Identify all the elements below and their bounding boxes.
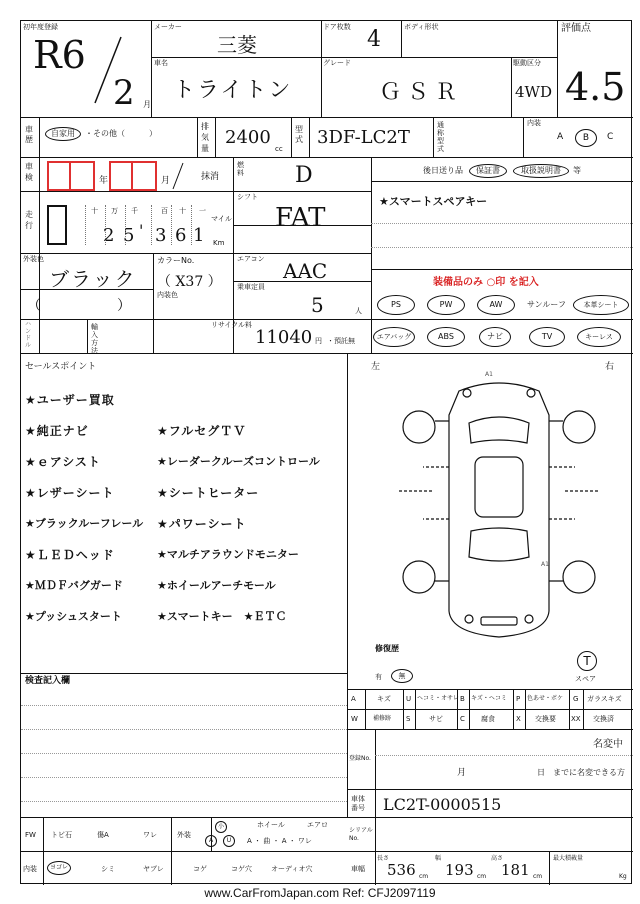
fuel-label: 燃料 — [237, 161, 244, 177]
sales-point: ★レーダークルーズコントロール — [157, 455, 320, 468]
divider — [21, 253, 233, 254]
mileage-digit: 3 — [155, 225, 167, 246]
ext-label: 外装 — [177, 831, 191, 839]
shift-label: シフト — [237, 193, 258, 201]
inspection-month-box — [131, 161, 157, 191]
rule — [21, 777, 347, 778]
divider — [401, 21, 402, 57]
body-label: ボディ形状 — [404, 23, 439, 31]
equipment-heading: 装備品のみ ○印 を記入 — [433, 277, 539, 288]
inspection-month-box — [109, 161, 133, 191]
equip-ps: PS — [377, 295, 415, 315]
interior-color-paren: （ ） — [27, 298, 135, 314]
equip-sunroof: サンルーフ — [527, 300, 566, 309]
maker: 三菱 — [217, 33, 257, 57]
digit-divider — [105, 205, 106, 245]
divider — [171, 817, 172, 885]
diagram-left: 左 — [371, 362, 381, 372]
month-unit: 月 — [143, 100, 151, 109]
deposit: ・預託無 — [327, 337, 355, 345]
rule — [371, 223, 633, 224]
legend-text: キズ — [377, 695, 391, 703]
score-label: 評価点 — [561, 23, 591, 34]
shift: FAT — [275, 203, 326, 233]
legend-text: 交換要 — [535, 715, 556, 723]
divider — [347, 729, 633, 730]
divider — [39, 117, 40, 157]
warranty-book: 保証書 — [469, 164, 507, 178]
name: トライトン — [173, 78, 293, 103]
digit-divider — [85, 205, 86, 245]
model-label: 型式 — [295, 125, 303, 144]
divider — [371, 157, 372, 353]
post-shipping-note: ★スマートスペアキー — [379, 195, 488, 208]
legend-code: S — [406, 715, 411, 723]
divider — [433, 117, 434, 157]
drive-label: 駆動区分 — [513, 59, 541, 67]
color-no: （ X37 ） — [157, 274, 222, 290]
drive: 4WD — [515, 83, 552, 101]
wheel-label: ホイール — [257, 821, 285, 829]
divider — [365, 689, 366, 729]
first-reg-year: R6 — [33, 33, 86, 77]
legend-text: 色あせ・ボケ — [527, 695, 564, 702]
exterior-color: ブラック — [49, 267, 137, 291]
mileage-label: 走行 — [25, 210, 33, 230]
car-diagram — [399, 371, 599, 641]
height: 181 — [501, 861, 530, 879]
displacement-label: 排気量 — [201, 122, 209, 153]
interior-label: 内装 — [527, 119, 541, 127]
sales-point: ★マルチアラウンドモニター — [157, 548, 299, 561]
color-no-label: カラーNo. — [157, 256, 195, 265]
reg-day-note: 日 までに名変できる方 — [537, 768, 625, 777]
mileage-lead-box — [47, 205, 67, 245]
fw-item: 傷A — [97, 831, 109, 839]
repair-label: 修復歴 — [375, 644, 399, 653]
equip-abs: ABS — [427, 327, 465, 347]
wheel-items: A ・ 曲 ・ A ・ ワレ — [247, 837, 312, 845]
digit-divider — [191, 205, 192, 245]
sales-point: ★純正ナビ — [25, 424, 89, 438]
auction-sheet — [20, 20, 632, 884]
inspection-notes-heading: 検査記入欄 — [25, 676, 71, 686]
post-shipping-label: 後日送り品 — [423, 166, 463, 175]
handle-label: ハンドル — [25, 321, 32, 349]
legend-code: C — [460, 715, 465, 723]
equip-tv: TV — [529, 327, 565, 347]
divider — [375, 729, 376, 885]
ext-a: A — [205, 835, 217, 847]
damage-mark-side: A1 — [541, 561, 549, 568]
divider — [557, 21, 558, 117]
capacity: 5 — [311, 293, 324, 317]
legend-text: ヘコミ・オサレ — [417, 695, 459, 702]
first-reg-label: 初年度登録 — [23, 23, 58, 31]
fw-item: ワレ — [143, 831, 157, 839]
doors: 4 — [367, 27, 381, 52]
divider — [291, 117, 292, 157]
divider — [87, 319, 88, 353]
width-label: 幅 — [435, 855, 442, 862]
length-label: 長さ — [377, 855, 390, 862]
interior-a: A — [557, 132, 564, 142]
length: 536 — [387, 861, 416, 879]
slash-mark — [171, 161, 185, 191]
divider — [21, 117, 633, 118]
grade-label: グレード — [323, 59, 351, 67]
inspection-year-box — [69, 161, 95, 191]
sales-heading: セールスポイント — [25, 362, 97, 372]
divider — [233, 253, 371, 254]
cm-unit: cm — [533, 873, 543, 880]
rule — [21, 729, 347, 730]
sales-point: ★フルセグＴＶ — [157, 424, 247, 438]
divider — [153, 253, 154, 353]
sales-point: ★プッシュスタート — [25, 610, 122, 623]
maker-label: メーカー — [154, 23, 182, 31]
legend-code: W — [351, 715, 358, 723]
divider — [21, 289, 153, 290]
history-value: 自家用 — [45, 127, 81, 141]
grade: ＧＳＲ — [379, 80, 464, 105]
rule — [21, 801, 347, 802]
int-item: ヤブレ — [143, 865, 164, 873]
divider — [197, 117, 198, 157]
spare-label: スペア — [575, 675, 596, 683]
legend-text: ガラスキズ — [587, 695, 622, 703]
cc-unit: cc — [275, 145, 283, 153]
max-load-label: 最大積載量 — [553, 855, 584, 862]
spare-tire-mark: T — [577, 651, 597, 671]
height-label: 高さ — [491, 855, 504, 862]
fw-item: トビ石 — [51, 831, 72, 839]
divider — [215, 117, 216, 157]
legend-code: X — [516, 715, 521, 723]
equip-keyless: キーレス — [577, 327, 621, 347]
divider — [415, 689, 416, 729]
divider — [371, 269, 633, 270]
size-label: 車幅 — [351, 865, 365, 873]
reg-month: 月 — [457, 768, 467, 778]
displacement: 2400 — [225, 127, 271, 148]
legend-text: サビ — [429, 715, 443, 723]
recycle-label: リサイクル料 — [211, 321, 253, 329]
divider — [513, 689, 514, 729]
equip-navi: ナビ — [479, 327, 511, 347]
legend-text: 腐食 — [481, 715, 495, 723]
digit-divider — [125, 205, 126, 245]
digit-header: 万 — [111, 207, 118, 215]
int-item: コゲ穴 — [231, 865, 252, 873]
divider — [347, 851, 633, 852]
divider — [21, 319, 633, 320]
chassis-number: LC2T-0000515 — [383, 795, 502, 814]
import-label: 輸入方法 — [91, 323, 98, 355]
score: 4.5 — [565, 65, 626, 109]
history-other: ・その他（ ） — [85, 129, 157, 138]
divider — [151, 57, 557, 58]
name-change: 名変中 — [593, 739, 623, 750]
digit-header: 十 — [91, 207, 98, 215]
rule — [371, 247, 633, 248]
mileage-digit: 6 — [175, 225, 187, 246]
aircon: AAC — [283, 259, 328, 283]
legend-text: 補修跡 — [373, 715, 392, 722]
interior-c: C — [607, 132, 614, 142]
divider — [321, 21, 322, 117]
divider — [21, 191, 371, 192]
divider — [583, 689, 584, 729]
inspection-month-unit: 月 — [161, 176, 171, 186]
sales-point: ★レザーシート — [25, 486, 115, 500]
manual: 取扱説明書 — [513, 164, 569, 178]
legend-code: P — [516, 695, 521, 703]
repair-yes: 有 — [375, 673, 382, 681]
divider — [569, 689, 570, 729]
kg-unit: Kg — [619, 873, 627, 880]
divider — [511, 57, 512, 117]
sales-point: ★ユーザー買取 — [25, 393, 115, 407]
equip-pw: PW — [427, 295, 465, 315]
digit-header: 十 — [179, 207, 186, 215]
capacity-label: 乗車定員 — [237, 283, 265, 291]
divider — [525, 689, 526, 729]
legend-code: XX — [571, 715, 581, 723]
recycle: 11040 — [255, 327, 313, 348]
digit-divider — [171, 205, 172, 245]
mileage-digit: 2 — [103, 225, 115, 246]
cm-unit: cm — [477, 873, 487, 880]
int-item: コゲ — [193, 865, 207, 873]
divider — [347, 709, 633, 710]
doors-label: ドア枚数 — [323, 23, 351, 31]
legend-code: G — [573, 695, 579, 703]
divider — [21, 817, 633, 818]
mileage-digit: 1 — [193, 225, 205, 246]
legend-code: B — [460, 695, 465, 703]
legend-text: 交換済 — [593, 715, 614, 723]
fuel: D — [295, 163, 313, 188]
common-label: 通称型式 — [437, 121, 444, 153]
name-label: 車名 — [154, 59, 168, 67]
legend-code: U — [406, 695, 412, 703]
rule — [21, 753, 347, 754]
sales-point: ★ブラックルーフレール — [25, 517, 144, 530]
divider — [371, 181, 633, 182]
divider — [347, 789, 633, 790]
mileage-separator: ' — [139, 221, 144, 240]
rule — [21, 705, 347, 706]
equip-aw: AW — [477, 295, 515, 315]
interior-grade-b: B — [575, 129, 597, 147]
watermark-footer: www.CarFromJapan.com Ref: CFJ2097119 — [204, 886, 436, 900]
model: 3DF-LC2T — [317, 127, 410, 148]
divider — [309, 117, 310, 157]
reg-no-label: 登録No. — [349, 755, 371, 762]
sales-point: ★ＬＥＤヘッド — [25, 548, 115, 562]
repair-none: 無 — [391, 669, 413, 683]
divider — [347, 353, 348, 817]
width: 193 — [445, 861, 474, 879]
digit-divider — [151, 205, 152, 245]
aircon-label: エアコン — [237, 255, 265, 263]
divider — [549, 851, 550, 885]
chassis-label: 車体番号 — [351, 795, 365, 812]
deregistered: 抹消 — [201, 172, 220, 182]
divider — [21, 157, 633, 158]
exterior-color-label: 外装色 — [23, 255, 44, 263]
sales-point: ★ｅアシスト — [25, 455, 101, 469]
legend-text: キズ・ヘコミ — [471, 695, 507, 702]
divider — [151, 21, 152, 117]
aero-label: エアロ — [307, 821, 328, 829]
inspection-year-box — [47, 161, 71, 191]
year-unit: 年 — [99, 176, 109, 186]
diagram-right: 右 — [605, 362, 615, 372]
cm-unit: cm — [419, 873, 429, 880]
divider — [21, 851, 347, 852]
digit-header: 百 — [161, 207, 168, 215]
int-item: ヨゴレ — [47, 861, 71, 875]
damage-mark-front: A1 — [485, 371, 493, 378]
ext-small: 小 — [215, 821, 227, 833]
divider — [347, 689, 633, 690]
mile-label: マイル — [211, 215, 232, 223]
divider — [21, 673, 347, 674]
int-item: オーディオ穴 — [271, 865, 313, 873]
divider — [21, 353, 633, 354]
sales-point: ★スマートキー ★ＥＴＣ — [157, 610, 287, 623]
history-label: 車歴 — [25, 125, 33, 144]
fw-label: FW — [25, 831, 36, 839]
mileage-digit: 5 — [123, 225, 135, 246]
person-unit: 人 — [355, 307, 362, 315]
ext-u: U — [223, 835, 235, 847]
sales-point: ★ＭＤＦバグガード — [25, 579, 123, 592]
equip-leather: 本革シート — [573, 295, 629, 315]
km-label: Km — [213, 239, 225, 247]
legend-code: A — [351, 695, 356, 703]
int-item: シミ — [101, 865, 115, 873]
serial-label: シリアルNo. — [349, 827, 373, 842]
divider — [523, 117, 524, 157]
first-reg-month: 2 — [113, 73, 135, 113]
sales-point: ★パワーシート — [157, 517, 247, 531]
divider — [403, 689, 404, 729]
yen-unit: 円 — [315, 337, 322, 345]
equip-airbag: エアバッグ — [373, 327, 415, 347]
inspection-label: 車検 — [25, 162, 33, 182]
sales-point: ★ホイールアーチモール — [157, 579, 276, 592]
digit-header: 千 — [131, 207, 138, 215]
etc-label: 等 — [573, 166, 581, 175]
int-label: 内装 — [23, 865, 37, 873]
interior-color-label: 内装色 — [157, 291, 178, 299]
rule — [375, 755, 633, 756]
sales-point: ★シートヒーター — [157, 486, 260, 500]
digit-header: 一 — [199, 207, 206, 215]
divider — [469, 689, 470, 729]
